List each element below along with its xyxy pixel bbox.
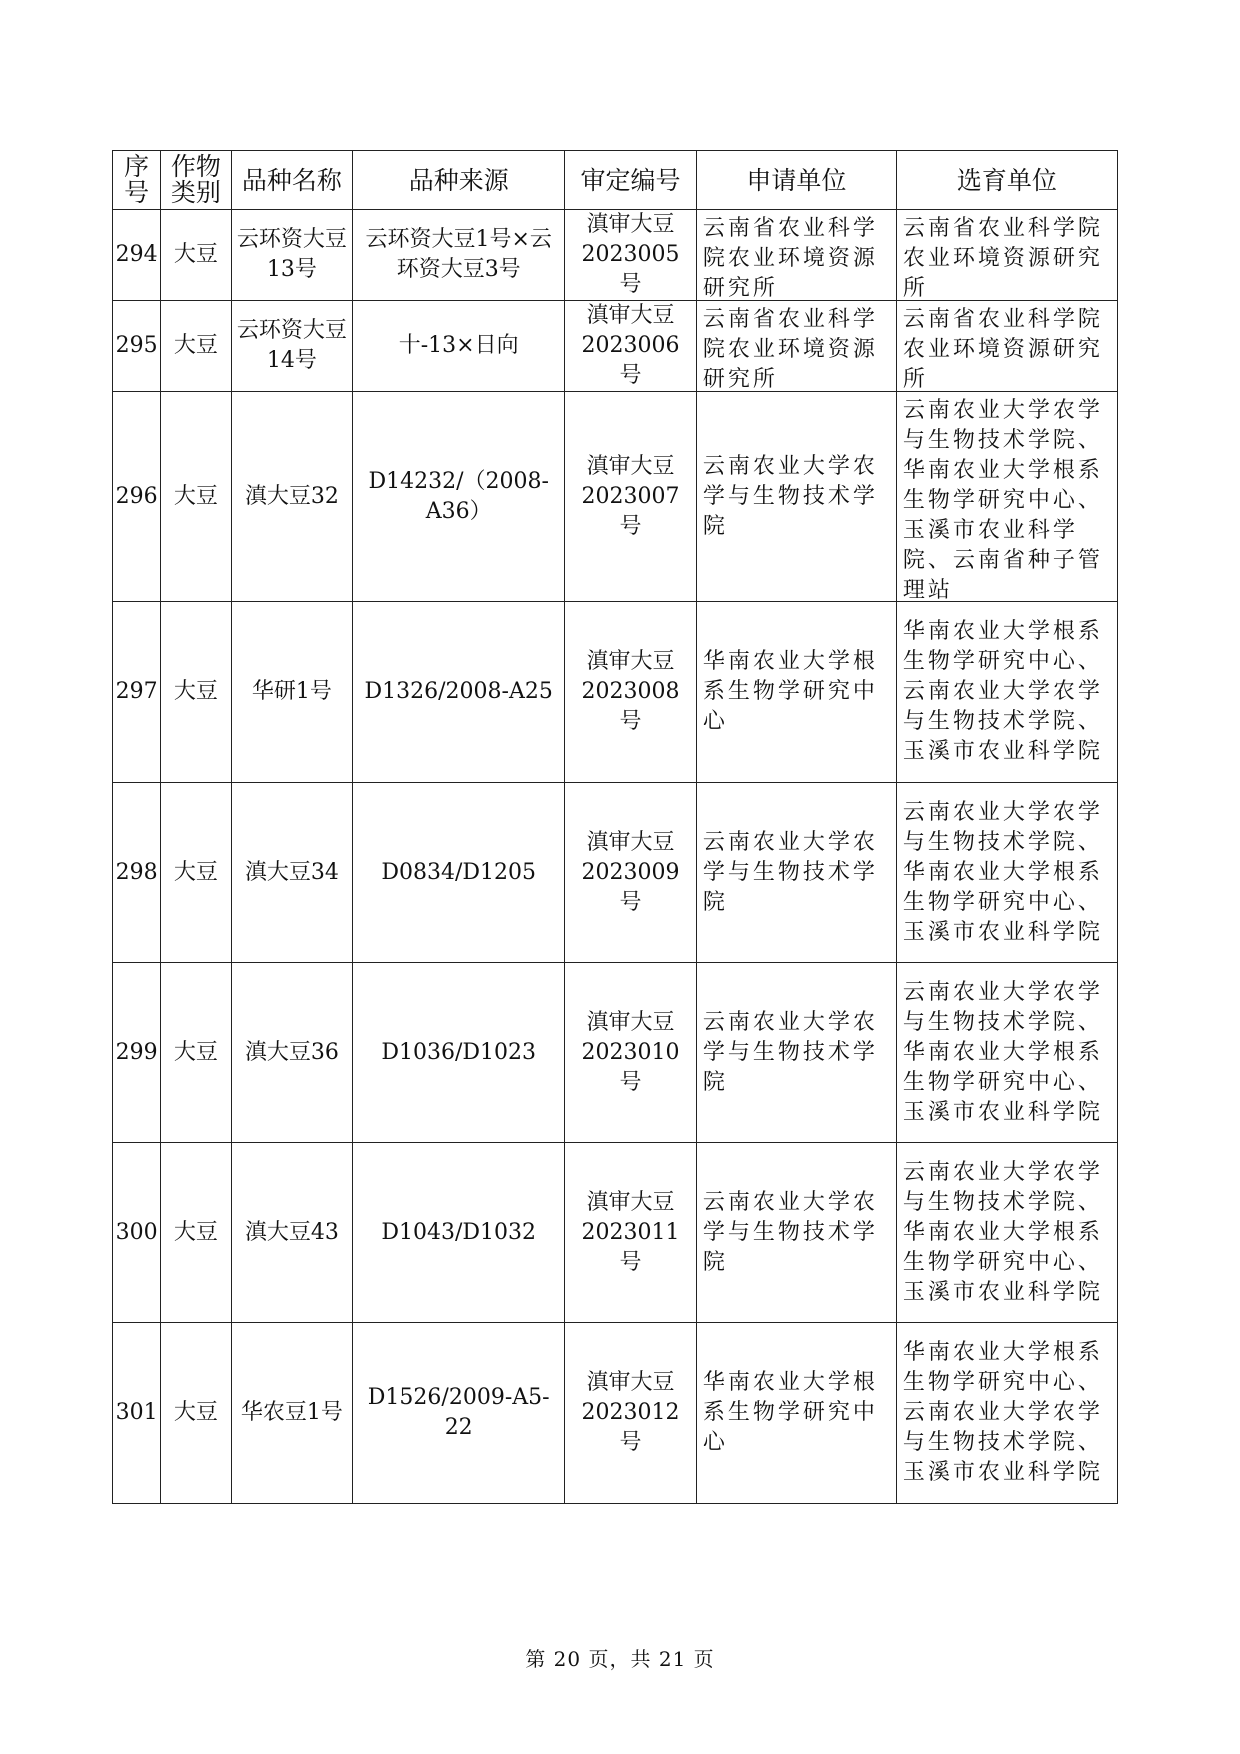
header-seq: 序号 (113, 151, 161, 210)
cell-seq: 298 (113, 783, 161, 963)
cell-applicant: 云南省农业科学院农业环境资源研究所 (696, 210, 896, 301)
cell-variety: 华研1号 (231, 602, 353, 783)
header-source: 品种来源 (353, 151, 565, 210)
cell-source: D1043/D1032 (353, 1143, 565, 1323)
cell-crop: 大豆 (161, 1143, 231, 1323)
cell-breeder: 云南农业大学农学与生物技术学院、华南农业大学根系生物学研究中心、玉溪市农业科学院 (896, 963, 1117, 1143)
cell-applicant: 华南农业大学根系生物学研究中心 (696, 1323, 896, 1504)
page-number-footer: 第 20 页，共 21 页 (525, 1647, 715, 1671)
cell-variety: 云环资大豆13号 (231, 210, 353, 301)
table-row (113, 1143, 1118, 1323)
header-crop: 作物类别 (161, 151, 231, 210)
table-row (113, 963, 1118, 1143)
table-row (113, 1323, 1118, 1504)
cell-applicant: 云南省农业科学院农业环境资源研究所 (696, 301, 896, 392)
table-row (113, 301, 1118, 392)
cell-crop: 大豆 (161, 301, 231, 392)
header-variety: 品种名称 (231, 151, 353, 210)
table-header-row (113, 151, 1118, 210)
cell-seq: 296 (113, 392, 161, 602)
cell-seq: 301 (113, 1323, 161, 1504)
cell-applicant: 云南农业大学农学与生物技术学院 (696, 783, 896, 963)
cell-breeder: 云南农业大学农学与生物技术学院、华南农业大学根系生物学研究中心、玉溪市农业科学院 (896, 783, 1117, 963)
cell-crop: 大豆 (161, 392, 231, 602)
cell-seq: 295 (113, 301, 161, 392)
header-applicant: 申请单位 (696, 151, 896, 210)
cell-applicant: 云南农业大学农学与生物技术学院 (696, 963, 896, 1143)
cell-approval: 滇审大豆2023009号 (565, 783, 697, 963)
table-row (113, 210, 1118, 301)
cell-crop: 大豆 (161, 210, 231, 301)
cell-breeder: 华南农业大学根系生物学研究中心、云南农业大学农学与生物技术学院、玉溪市农业科学院 (896, 602, 1117, 783)
table-row (113, 602, 1118, 783)
cell-applicant: 云南农业大学农学与生物技术学院 (696, 1143, 896, 1323)
cell-approval: 滇审大豆2023008号 (565, 602, 697, 783)
cell-approval: 滇审大豆2023005号 (565, 210, 697, 301)
cell-source: 十-13×日向 (353, 301, 565, 392)
cell-source: D1036/D1023 (353, 963, 565, 1143)
cell-breeder: 云南省农业科学院农业环境资源研究所 (896, 301, 1117, 392)
cell-breeder: 云南农业大学农学与生物技术学院、华南农业大学根系生物学研究中心、玉溪市农业科学院、云南省种子管理站 (896, 392, 1117, 602)
cell-seq: 297 (113, 602, 161, 783)
cell-variety: 滇大豆36 (231, 963, 353, 1143)
table-row (113, 392, 1118, 602)
cell-seq: 299 (113, 963, 161, 1143)
cell-breeder: 云南农业大学农学与生物技术学院、华南农业大学根系生物学研究中心、玉溪市农业科学院 (896, 1143, 1117, 1323)
cell-variety: 滇大豆34 (231, 783, 353, 963)
cell-approval: 滇审大豆2023010号 (565, 963, 697, 1143)
cell-approval: 滇审大豆2023011号 (565, 1143, 697, 1323)
cell-approval: 滇审大豆2023006号 (565, 301, 697, 392)
table-row (113, 783, 1118, 963)
cell-source: D14232/（2008-A36） (353, 392, 565, 602)
cell-approval: 滇审大豆2023007号 (565, 392, 697, 602)
cell-variety: 云环资大豆14号 (231, 301, 353, 392)
cell-variety: 滇大豆43 (231, 1143, 353, 1323)
cell-seq: 294 (113, 210, 161, 301)
cell-applicant: 华南农业大学根系生物学研究中心 (696, 602, 896, 783)
cell-seq: 300 (113, 1143, 161, 1323)
cell-crop: 大豆 (161, 963, 231, 1143)
variety-approval-table (112, 150, 1118, 1504)
cell-variety: 华农豆1号 (231, 1323, 353, 1504)
cell-source: D1326/2008-A25 (353, 602, 565, 783)
cell-breeder: 云南省农业科学院农业环境资源研究所 (896, 210, 1117, 301)
cell-source: 云环资大豆1号×云环资大豆3号 (353, 210, 565, 301)
cell-crop: 大豆 (161, 1323, 231, 1504)
header-approval: 审定编号 (565, 151, 697, 210)
cell-crop: 大豆 (161, 783, 231, 963)
cell-applicant: 云南农业大学农学与生物技术学院 (696, 392, 896, 602)
cell-source: D1526/2009-A5-22 (353, 1323, 565, 1504)
header-breeder: 选育单位 (896, 151, 1117, 210)
cell-crop: 大豆 (161, 602, 231, 783)
cell-approval: 滇审大豆2023012号 (565, 1323, 697, 1504)
cell-breeder: 华南农业大学根系生物学研究中心、云南农业大学农学与生物技术学院、玉溪市农业科学院 (896, 1323, 1117, 1504)
cell-source: D0834/D1205 (353, 783, 565, 963)
cell-variety: 滇大豆32 (231, 392, 353, 602)
